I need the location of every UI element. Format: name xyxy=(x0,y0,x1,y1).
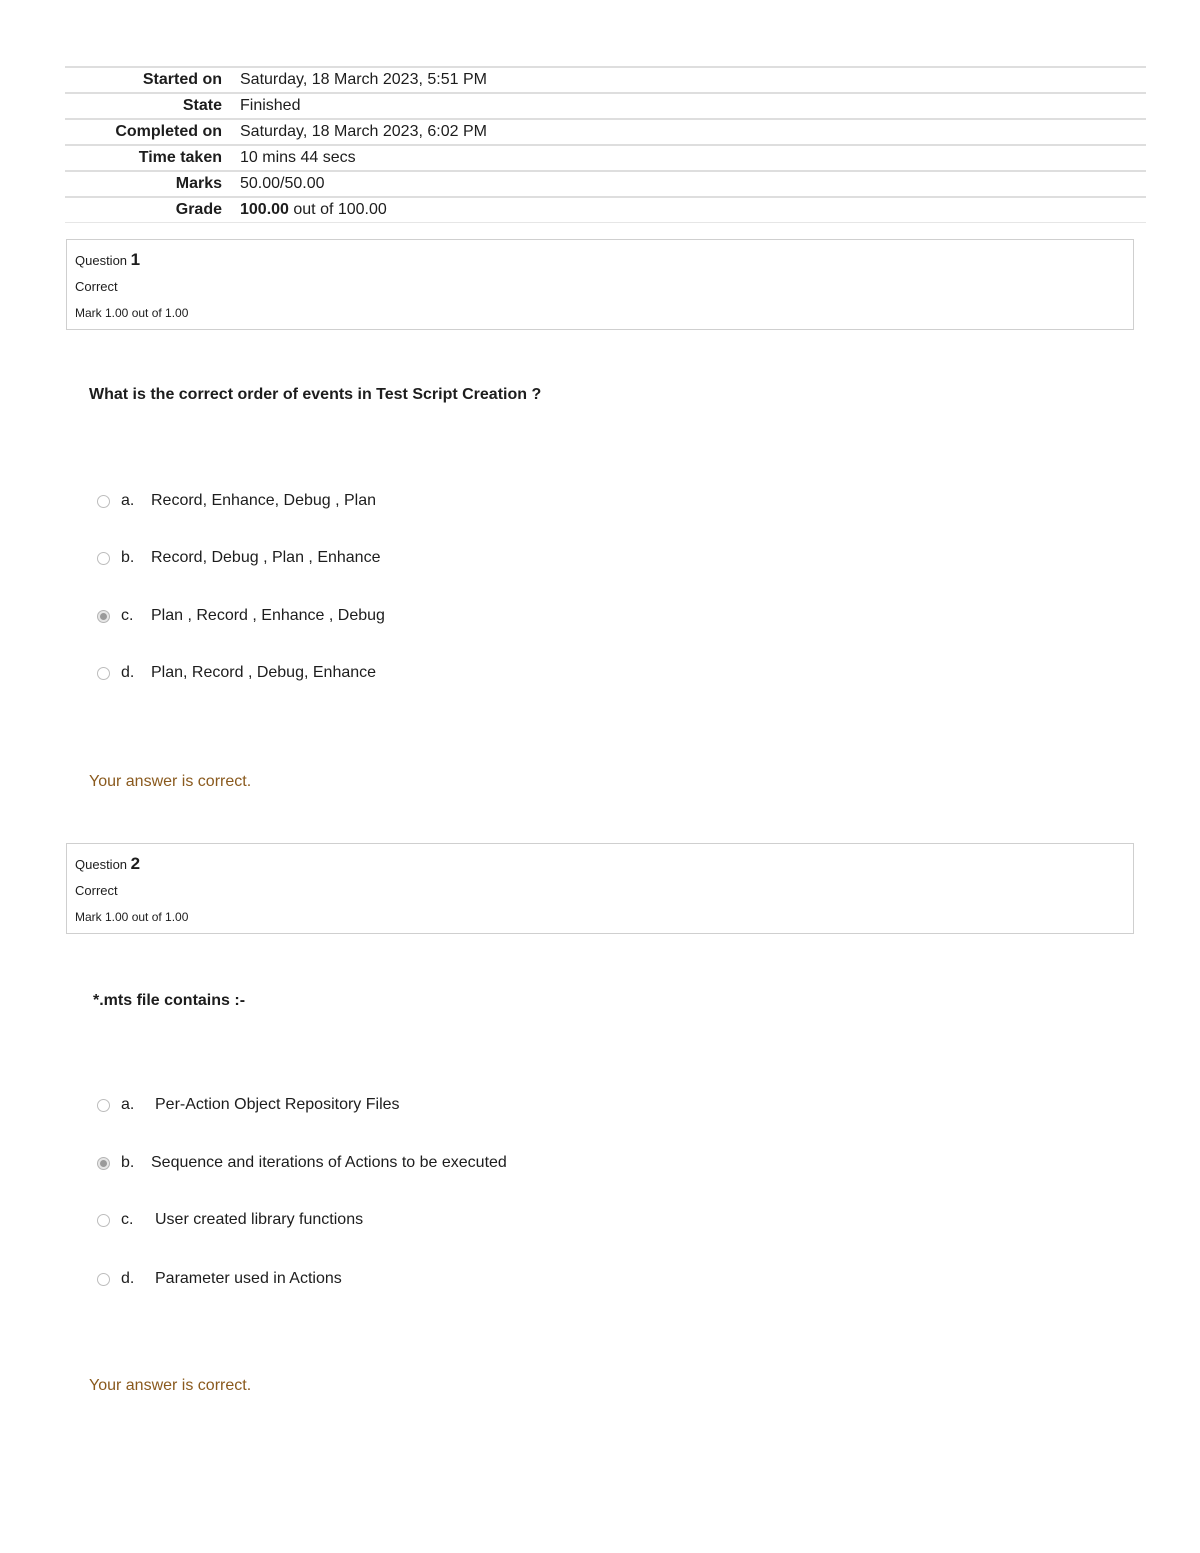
option-text: User created library functions xyxy=(155,1211,364,1228)
radio-button[interactable] xyxy=(97,667,110,680)
option-text: Plan , Record , Enhance , Debug xyxy=(151,607,385,624)
option-text: Parameter used in Actions xyxy=(155,1270,342,1287)
question-number-value: 1 xyxy=(130,250,141,269)
question-label: Question xyxy=(75,253,131,268)
summary-label: Time taken xyxy=(138,149,222,166)
radio-button[interactable] xyxy=(97,1214,110,1227)
question-number xyxy=(75,854,140,874)
question-number xyxy=(75,250,140,270)
question-number-value: 2 xyxy=(130,854,141,873)
option-letter: c. xyxy=(121,607,134,624)
answer-option-c[interactable] xyxy=(97,1209,363,1231)
question-label: Question xyxy=(75,857,131,872)
option-letter: d. xyxy=(121,664,135,681)
question-state: Correct xyxy=(75,279,118,294)
summary-value: Saturday, 18 March 2023, 5:51 PM xyxy=(240,71,487,88)
radio-button[interactable] xyxy=(97,1273,110,1286)
summary-row-completed-on xyxy=(65,120,1146,146)
question-text: *.mts file contains :- xyxy=(93,992,246,1009)
question-state: Correct xyxy=(75,883,118,898)
summary-row-time-taken xyxy=(65,146,1146,172)
question-text: What is the correct order of events in Test Script Creation ? xyxy=(89,386,542,403)
question-info-box xyxy=(66,239,1134,330)
option-letter: a. xyxy=(121,1096,135,1113)
answer-option-b[interactable] xyxy=(97,547,380,569)
radio-button-selected[interactable] xyxy=(97,1157,110,1170)
summary-label: Marks xyxy=(175,175,222,192)
question-mark: Mark 1.00 out of 1.00 xyxy=(75,910,189,924)
grade-score: 100.00 xyxy=(240,201,289,218)
grade-out-of: out of 100.00 xyxy=(288,201,387,218)
option-letter: b. xyxy=(121,1154,135,1171)
answer-option-a[interactable] xyxy=(97,1094,400,1116)
answer-feedback: Your answer is correct. xyxy=(89,773,252,790)
summary-label: Grade xyxy=(175,201,222,218)
summary-row-started-on xyxy=(65,68,1146,94)
radio-button-selected[interactable] xyxy=(97,610,110,623)
question-mark: Mark 1.00 out of 1.00 xyxy=(75,306,189,320)
summary-label: Completed on xyxy=(115,123,222,140)
answer-option-c[interactable] xyxy=(97,605,385,627)
summary-label: State xyxy=(182,97,222,114)
option-text: Sequence and iterations of Actions to be executed xyxy=(151,1154,507,1171)
option-text: Record, Debug , Plan , Enhance xyxy=(151,549,381,566)
summary-value: Saturday, 18 March 2023, 6:02 PM xyxy=(240,123,487,140)
answer-option-d[interactable] xyxy=(97,662,376,684)
option-letter: c. xyxy=(121,1211,134,1228)
answer-feedback: Your answer is correct. xyxy=(89,1377,252,1394)
answer-option-d[interactable] xyxy=(97,1268,342,1290)
summary-value: 10 mins 44 secs xyxy=(240,149,356,166)
summary-label: Started on xyxy=(142,71,222,88)
summary-row-grade xyxy=(65,198,1146,223)
option-text: Record, Enhance, Debug , Plan xyxy=(151,492,377,509)
radio-button[interactable] xyxy=(97,552,110,565)
option-text: Plan, Record , Debug, Enhance xyxy=(151,664,377,681)
option-letter: b. xyxy=(121,549,135,566)
option-text: Per-Action Object Repository Files xyxy=(155,1096,400,1113)
question-info-box xyxy=(66,843,1134,934)
attempt-summary-table xyxy=(65,66,1146,223)
radio-button[interactable] xyxy=(97,495,110,508)
summary-value xyxy=(240,201,387,219)
option-letter: a. xyxy=(121,492,135,509)
radio-button[interactable] xyxy=(97,1099,110,1112)
option-letter: d. xyxy=(121,1270,135,1287)
summary-row-marks xyxy=(65,172,1146,198)
summary-row-state xyxy=(65,94,1146,120)
summary-value: Finished xyxy=(240,97,301,114)
answer-option-a[interactable] xyxy=(97,490,376,512)
answer-option-b[interactable] xyxy=(97,1152,507,1174)
summary-value: 50.00/50.00 xyxy=(240,175,325,192)
